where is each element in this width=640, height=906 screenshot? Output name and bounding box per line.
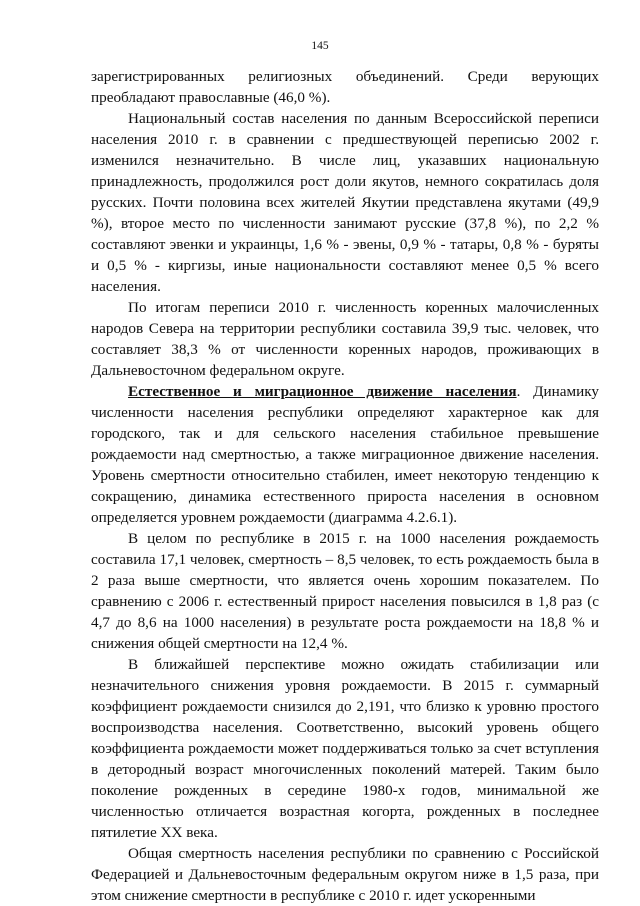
paragraph-national-composition: Национальный состав населения по данным Всероссийской переписи населения 2010 г. в сравнении с предшествующей переписью 2002 г. изменился незначительно. В числе лиц, указавших национальную принадлежность, продолжился рост доли якутов, немного сократилась доля русских. Почти половина всех жителей Якутии представлена якутами (49,9 %), второе место по численности занимают русские (37,8 %), по 2,2 % составляют эвенки и украинцы, 1,6 % - эвены, 0,9 % - татары, 0,8 % - буряты и 0,5 % - киргизы, иные национальности составляют менее 0,5 % всего населения. xyxy=(91,110,599,295)
page-number: 145 xyxy=(311,40,329,52)
paragraph-population-movement-text: . Динамику численности населения республики определяют характерное как для городского, так и для сельского населения стабильное превышение рождаемости над смертностью, а также миграционное движение населения. Уровень смертности относительно стабилен, имеет некоторую тенденцию к сокращению, динамика естественного прироста населения в основном определяется уровнем рождаемости (диаграмма 4.2.6.1). xyxy=(91,383,600,526)
section-heading: Естественное и миграционное движение населения xyxy=(128,383,517,400)
paragraph-birth-rate-outlook: В ближайшей перспективе можно ожидать стабилизации или незначительного снижения уровня рождаемости. В 2015 г. суммарный коэффициент рождаемости снизился до 2,191, что близко к уровню простого воспроизводства населения. Соответственно, высокий уровень общего коэффициента рождаемости может поддерживаться только за счет вступления в детородный возраст многочисленных поколений матерей. Таким было поколение рожденных в середине 1980-х годов, минимальной же численностью отличается возрастная когорта, рожденных в последнее пятилетие XX века. xyxy=(91,656,599,841)
paragraph-birth-rate-2015: В целом по республике в 2015 г. на 1000 населения рождаемость составила 17,1 человек, смертность – 8,5 человек, то есть рождаемость была в 2 раза выше смертности, что является очень хорошим показателем. По сравнению с 2006 г. естественный прирост населения повысился в 1,8 раз (с 4,7 до 8,6 на 1000 населения) в результате роста рождаемости на 18,8 % и снижения общей смертности на 12,4 %. xyxy=(91,530,599,652)
paragraph-religion-continuation: зарегистрированных религиозных объединений. Среди верующих преобладают православные (46,0 %). xyxy=(91,68,599,106)
paragraph-mortality: Общая смертность населения республики по сравнению с Российской Федерацией и Дальневосточным федеральным округом ниже в 1,5 раза, при этом снижение смертности в республике с 2010 г. идет ускоренными xyxy=(91,845,599,904)
paragraph-indigenous-peoples: По итогам переписи 2010 г. численность коренных малочисленных народов Севера на территории республики составила 39,9 тыс. человек, что составляет 38,3 % от численности коренных народов, проживающих в Дальневосточном федеральном округе. xyxy=(91,299,599,379)
document-body xyxy=(91,66,599,906)
paragraph-population-movement xyxy=(91,381,599,528)
